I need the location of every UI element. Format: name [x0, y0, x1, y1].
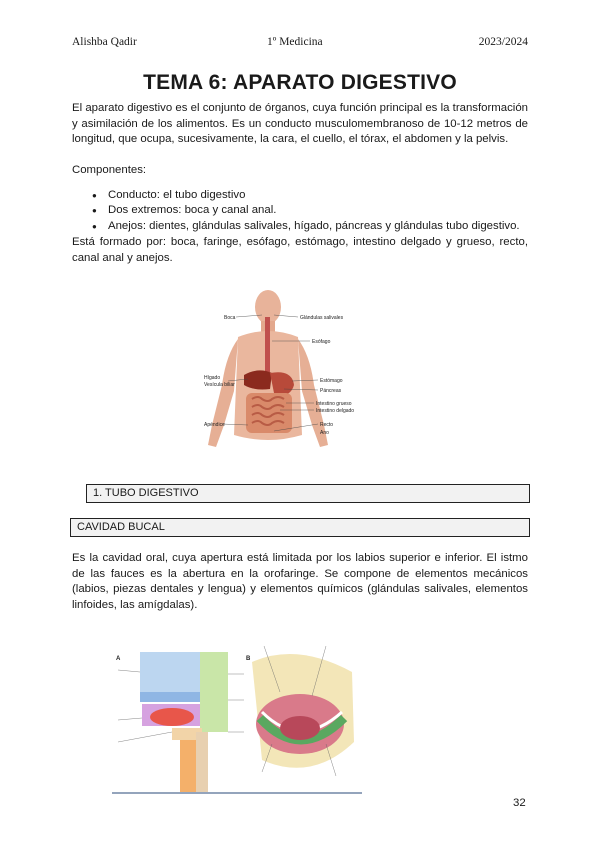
palate-region [140, 692, 200, 702]
panel-b-label: B [246, 656, 251, 662]
esophagus-region [196, 732, 208, 792]
header-course: 1º Medicina [267, 36, 323, 48]
label-estomago: Estómago [320, 378, 343, 384]
page-number: 32 [513, 797, 526, 809]
cavidad-bucal-paragraph: Es la cavidad oral, cuya apertura está limitada por los labios superior e inferior. El istmo de las fauces es la abertura en la orofaringe. Se compone de elementos mecánicos (labios, piezas dentales y lengua) y elementos químicos (glándulas salivales, elementos linfoides, las amígdalas). [72, 552, 528, 611]
label-recto: Recto [320, 422, 334, 428]
components-list [92, 188, 532, 234]
nasal-region [140, 652, 200, 692]
left-arm-shape [208, 339, 238, 447]
label-pancreas: Páncreas [320, 388, 342, 394]
intro-paragraph: El aparato digestivo es el conjunto de órganos, cuya función principal es la transformación y asimilación de los alimentos. Es un conducto musculomembranoso de 10-12 metros de longitud, que ocupa, sucesivamente, la cara, el cuello, el tórax, el abdomen y la pelvis. [72, 102, 528, 146]
section-heading-tubo-digestivo: 1. TUBO DIGESTIVO [86, 484, 530, 503]
pharynx-region [200, 652, 228, 732]
label-vesicula: Vesícula biliar [204, 382, 235, 388]
label-glandulas: Glándulas salivales [300, 315, 344, 321]
larynx-region [180, 740, 196, 792]
list-item: ● Anejos: dientes, glándulas salivales, hígado, páncreas y glándulas tubo digestivo. [92, 219, 532, 234]
panel-a-label: A [116, 656, 121, 662]
header-author: Alishba Qadir [72, 36, 137, 48]
tongue-shape [150, 708, 194, 726]
document-title: TEMA 6: APARATO DIGESTIVO [143, 71, 457, 94]
subsection-heading-cavidad-bucal: CAVIDAD BUCAL [70, 518, 530, 537]
tongue-shape-b [280, 716, 320, 740]
label-intestino-grueso: Intestino grueso [316, 401, 352, 407]
header-year: 2023/2024 [478, 36, 528, 48]
label-ano: Ano [320, 430, 329, 436]
list-item: ● Conducto: el tubo digestivo [92, 188, 532, 203]
list-item: ● Dos extremos: boca y canal anal. [92, 203, 532, 218]
page-header [72, 36, 528, 52]
label-apendice: Apéndice [204, 422, 225, 428]
liver-shape [244, 370, 272, 389]
label-boca: Boca [224, 315, 236, 321]
components-label: Componentes: [72, 164, 147, 176]
oral-cavity-figure [112, 632, 362, 794]
formed-by-paragraph: Está formado por: boca, faringe, esófago, estómago, intestino delgado y grueso, recto, canal anal y anejos. [72, 236, 528, 264]
esophagus-shape [265, 317, 270, 372]
label-esofago: Esófago [312, 339, 331, 345]
label-intestino-delgado: Intestino delgado [316, 408, 355, 414]
label-higado: Hígado [204, 375, 221, 381]
digestive-system-figure [200, 285, 365, 460]
